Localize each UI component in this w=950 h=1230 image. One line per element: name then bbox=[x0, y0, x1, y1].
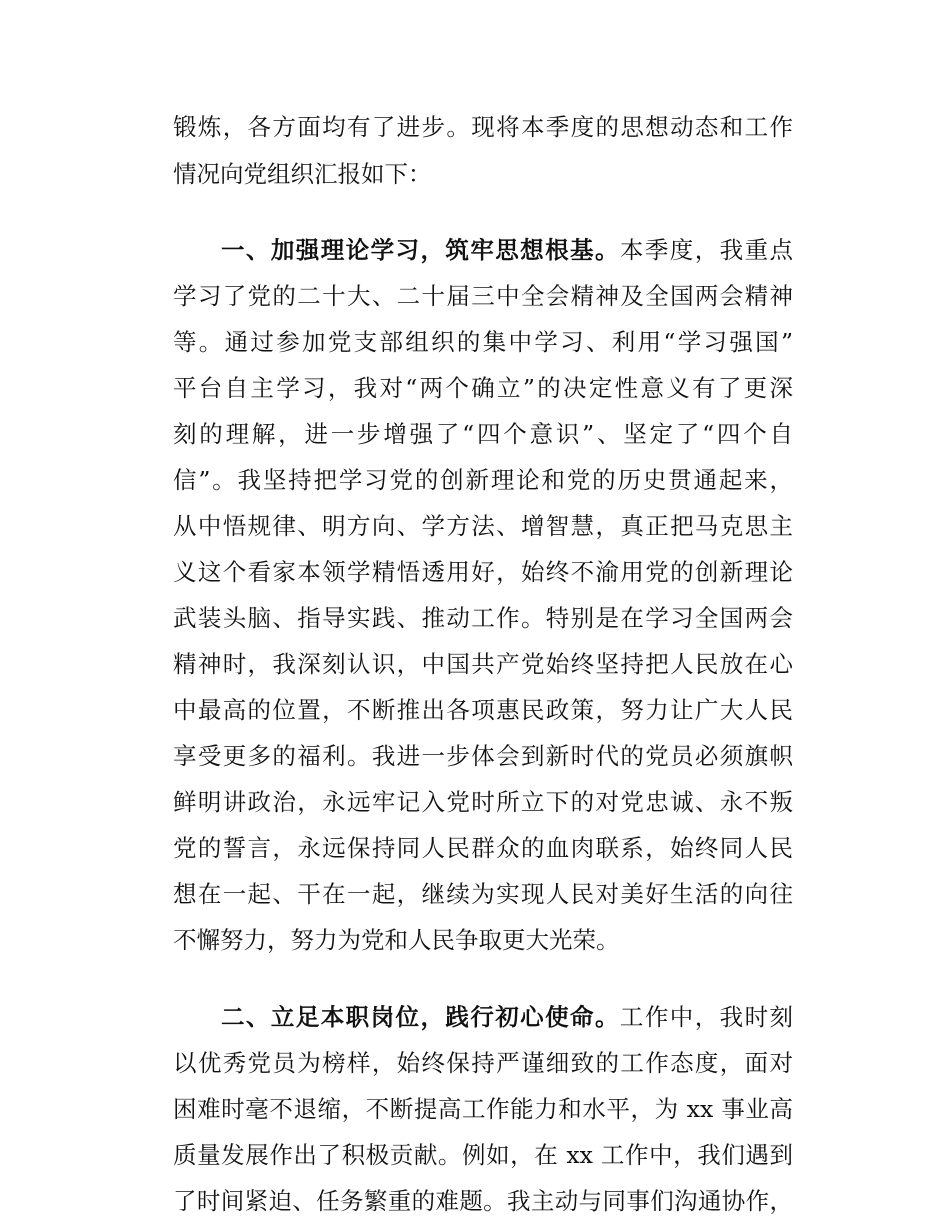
section1-heading: 一、加强理论学习，筑牢思想根基。 bbox=[221, 236, 620, 264]
paragraph-line: 武装头脑、指导实践、推动工作。特别是在学习全国两会 bbox=[173, 604, 793, 632]
paragraph-line: 平台自主学习，我对“两个确立”的决定性意义有了更深 bbox=[173, 374, 793, 402]
paragraph-line: 信”。我坚持把学习党的创新理论和党的历史贯通起来， bbox=[173, 466, 793, 494]
paragraph-line: 享受更多的福利。我进一步体会到新时代的党员必须旗帜 bbox=[173, 742, 793, 770]
paragraph-line: 困难时毫不退缩，不断提高工作能力和水平，为 xx 事业高 bbox=[173, 1095, 793, 1123]
section2-heading: 二、立足本职岗位，践行初心使命。 bbox=[221, 1003, 620, 1031]
section2-first-line bbox=[221, 996, 793, 1038]
paragraph-line: 从中悟规律、明方向、学方法、增智慧，真正把马克思主 bbox=[173, 512, 793, 540]
paragraph-line: 中最高的位置，不断推出各项惠民政策，努力让广大人民 bbox=[173, 696, 793, 724]
paragraph-line: 精神时，我深刻认识，中国共产党始终坚持把人民放在心 bbox=[173, 650, 793, 678]
paragraph-line: 想在一起、干在一起，继续为实现人民对美好生活的向往 bbox=[173, 880, 793, 908]
section2-first-line-text: 工作中，我时刻 bbox=[619, 1003, 794, 1031]
paragraph-line: 党的誓言，永远保持同人民群众的血肉联系，始终同人民 bbox=[173, 834, 793, 862]
paragraph-line: 等。通过参加党支部组织的集中学习、利用“学习强国” bbox=[173, 328, 793, 356]
paragraph-line: 义这个看家本领学精悟透用好，始终不渝用党的创新理论 bbox=[173, 558, 793, 586]
paragraph-line: 鲜明讲政治，永远牢记入党时所立下的对党忠诚、永不叛 bbox=[173, 788, 793, 816]
paragraph-line: 学习了党的二十大、二十届三中全会精神及全国两会精神 bbox=[173, 282, 793, 310]
intro-line: 情况向党组织汇报如下： bbox=[173, 160, 432, 188]
paragraph-line: 以优秀党员为榜样，始终保持严谨细致的工作态度，面对 bbox=[173, 1049, 793, 1077]
section1-first-line bbox=[221, 229, 793, 271]
intro-line: 锻炼，各方面均有了进步。现将本季度的思想动态和工作 bbox=[173, 113, 793, 141]
paragraph-line: 刻的理解，进一步增强了“四个意识”、坚定了“四个自 bbox=[173, 420, 793, 448]
paragraph-line: 质量发展作出了积极贡献。例如，在 xx 工作中，我们遇到 bbox=[173, 1141, 793, 1169]
paragraph-line: 了时间紧迫、任务繁重的难题。我主动与同事们沟通协作， bbox=[173, 1187, 793, 1215]
paragraph-line: 不懈努力，努力为党和人民争取更大光荣。 bbox=[173, 926, 620, 954]
section1-first-line-text: 本季度，我重点 bbox=[619, 236, 794, 264]
